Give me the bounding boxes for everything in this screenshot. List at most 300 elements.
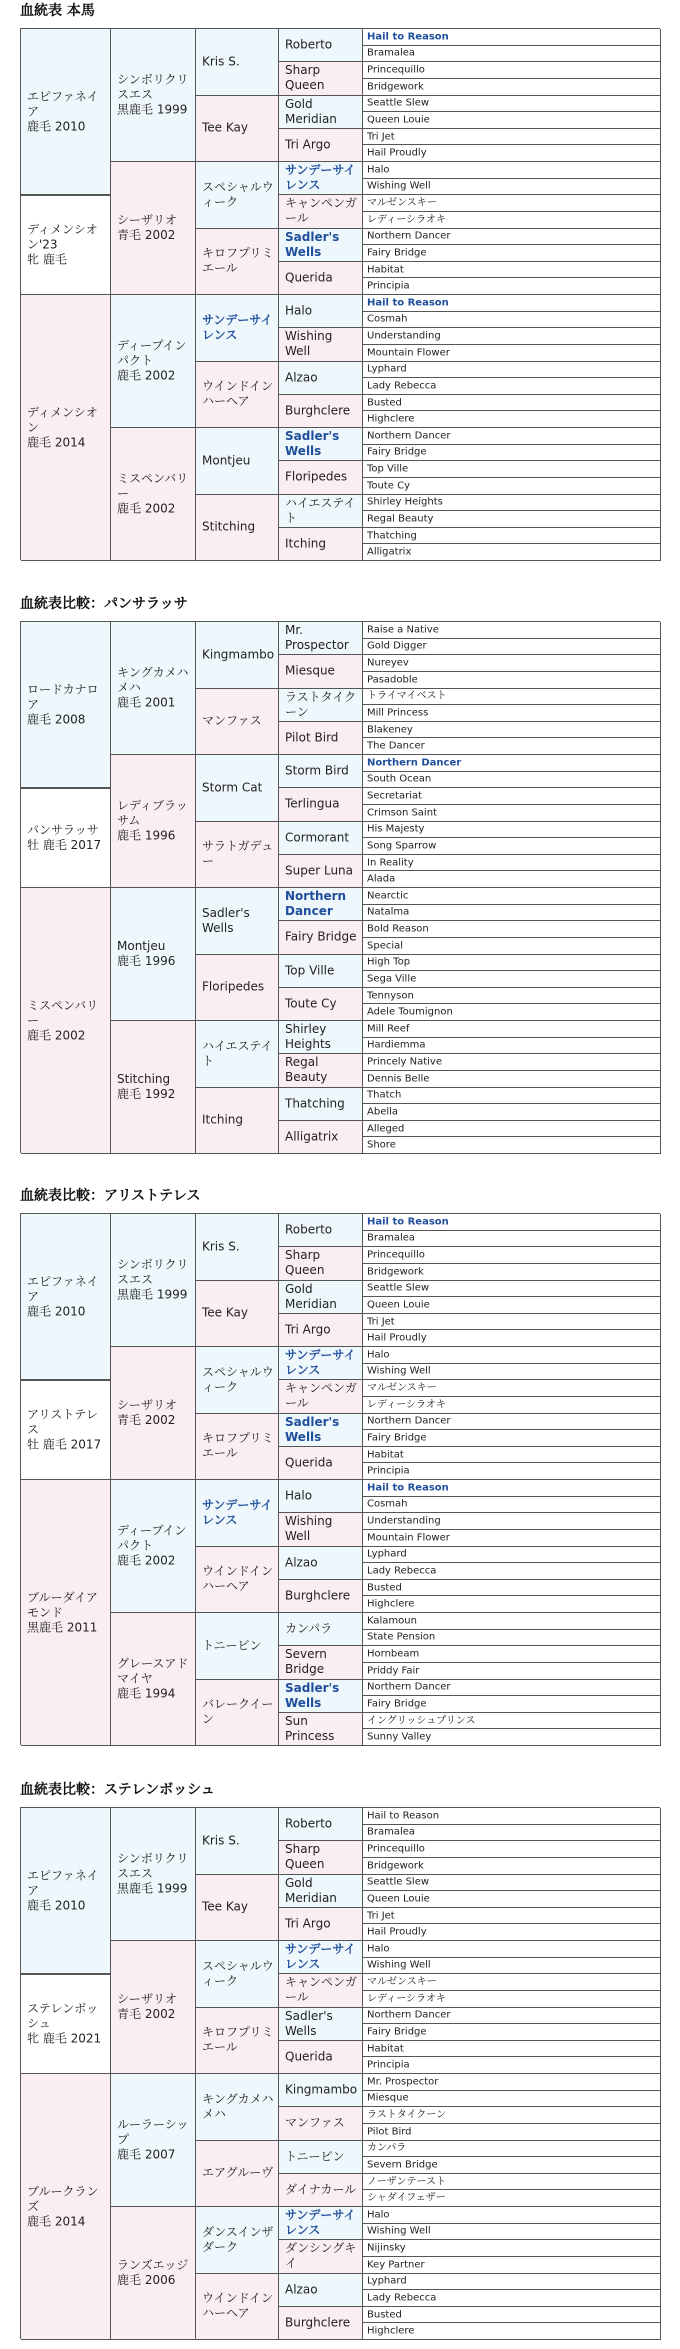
sire-cell-line-2: 鹿毛 2008: [27, 712, 86, 727]
gen5-cell-text: イングリッシュプリンス: [367, 1715, 476, 1727]
gen5-cell-text: Fairy Bridge: [367, 247, 427, 259]
gen5-cell: [363, 262, 661, 279]
gen5-cell: [363, 2174, 661, 2191]
gen4-cell: [279, 62, 363, 95]
gen2-cell-text: [117, 666, 191, 711]
gen4-cell: [279, 395, 363, 428]
gen5-cell-text: Nearctic: [367, 890, 409, 902]
horse-cell: [21, 1380, 111, 1480]
gen5-cell: [363, 1891, 661, 1908]
gen5-cell-text: Queen Louie: [367, 1893, 430, 1905]
gen4-cell: [279, 1314, 363, 1347]
gen3-cell: [196, 1088, 279, 1155]
gen5-cell: [363, 1563, 661, 1580]
gen2-cell-line-2: 鹿毛 1994: [117, 1686, 176, 1701]
gen3-cell-text: Kris S.: [202, 1833, 240, 1848]
gen2-cell-line-1: シンボリクリスエス: [117, 1257, 189, 1287]
gen5-cell-text: In Reality: [367, 857, 414, 869]
gen5-cell: [363, 1231, 661, 1248]
gen5-cell: [363, 822, 661, 839]
gen4-cell-text: Terlingua: [285, 796, 340, 811]
gen4-cell: [279, 1480, 363, 1513]
gen5-cell: [363, 705, 661, 722]
gen2-cell-line-1: シンボリクリスエス: [117, 1851, 189, 1881]
gen4-cell: [279, 1908, 363, 1941]
gen5-cell-text: Song Sparrow: [367, 840, 437, 852]
gen4-cell: [279, 2307, 363, 2340]
gen2-cell: [111, 29, 196, 162]
pedigree-section-4: [0, 1779, 680, 2349]
pedigree-table: [20, 1807, 660, 2339]
gen3-cell-text: キロフプリミエール: [202, 2025, 274, 2055]
gen4-cell: [279, 1088, 363, 1121]
gen4-cell: [279, 1841, 363, 1874]
gen5-cell: [363, 772, 661, 789]
gen4-cell-text: サンデーサイレンス: [285, 2208, 356, 2238]
gen5-cell: [363, 1825, 661, 1842]
gen4-cell: [279, 1580, 363, 1613]
gen3-cell: [196, 1480, 279, 1547]
gen5-cell-text: Mountain Flower: [367, 1532, 450, 1544]
gen5-cell: [363, 1841, 661, 1858]
gen3-cell-text: ウインドインハーヘア: [202, 2291, 274, 2321]
gen5-cell-text: ノーザンテースト: [367, 2176, 446, 2188]
gen2-cell: [111, 1214, 196, 1347]
gen3-cell-text: Kingmambo: [202, 647, 275, 662]
gen5-cell: [363, 1414, 661, 1431]
gen2-cell-line-2: 青毛 2002: [117, 228, 176, 242]
gen4-cell-text: Mr. Prospector: [285, 623, 349, 653]
gen5-cell-text: Lyphard: [367, 1548, 407, 1560]
gen5-cell-text: Principia: [367, 280, 410, 292]
gen4-cell: [279, 428, 363, 461]
gen4-cell: [279, 1214, 363, 1247]
dam-cell-line-2: 鹿毛 2014: [27, 2214, 86, 2228]
gen4-cell-text: Roberto: [285, 1816, 333, 1831]
gen4-cell: [279, 162, 363, 195]
gen5-cell-text: Gold Digger: [367, 640, 427, 652]
gen5-cell-text: Alligatrix: [367, 546, 412, 558]
gen3-cell-text: Storm Cat: [202, 780, 263, 795]
gen5-cell: [363, 544, 661, 561]
gen5-cell: [363, 395, 661, 412]
gen5-cell-text: Tri Jet: [367, 1316, 395, 1328]
horse-cell: [21, 1974, 111, 2074]
gen5-cell-text: Cosmah: [367, 313, 408, 325]
gen5-cell-text: Northern Dancer: [367, 2009, 451, 2021]
gen5-cell: [363, 1729, 661, 1746]
gen4-cell: [279, 1680, 363, 1713]
dam-cell-line-1: ミスペンバリー: [27, 998, 99, 1027]
gen3-cell-text: スペシャルウィーク: [202, 179, 274, 209]
sire-cell-text: [27, 89, 106, 134]
gen4-cell: [279, 1247, 363, 1280]
gen5-cell: [363, 362, 661, 379]
gen4-cell: [279, 461, 363, 494]
gen2-cell: [111, 1480, 196, 1613]
gen5-cell: [363, 1580, 661, 1597]
gen3-cell: [196, 622, 279, 689]
gen5-cell-text: Hail Proudly: [367, 1926, 427, 1938]
gen2-cell-line-2: 鹿毛 2007: [117, 2147, 176, 2162]
dam-cell-line-1: ブルークランズ: [27, 2184, 99, 2213]
gen5-cell-text: Hardiemma: [367, 1039, 426, 1051]
gen4-cell-text: Sharp Queen: [285, 1842, 325, 1872]
gen4-cell-text: トニービン: [285, 2149, 345, 2164]
gen4-cell: [279, 1021, 363, 1054]
gen4-cell: [279, 921, 363, 954]
gen5-cell: [363, 1004, 661, 1021]
gen5-cell-text: Principia: [367, 2059, 410, 2071]
gen3-cell-text: サラトガデュー: [202, 839, 274, 869]
gen5-cell-text: マルゼンスキー: [367, 1976, 437, 1988]
sire-cell-line-2: 鹿毛 2010: [27, 1898, 86, 1913]
gen5-cell-text: Hail Proudly: [367, 147, 427, 159]
gen5-cell: [363, 2190, 661, 2207]
gen5-cell-text: Hail to Reason: [367, 1810, 440, 1822]
gen4-cell: [279, 755, 363, 788]
gen4-cell: [279, 1808, 363, 1841]
gen5-cell-text: Bramalea: [367, 1232, 416, 1244]
gen5-cell: [363, 2057, 661, 2074]
gen5-cell: [363, 805, 661, 822]
gen2-cell-text: [117, 1072, 191, 1102]
gen3-cell: [196, 29, 279, 96]
gen5-cell: [363, 79, 661, 96]
gen5-cell: [363, 2008, 661, 2025]
dam-cell: [21, 2074, 111, 2340]
gen3-cell: [196, 888, 279, 955]
gen4-cell: [279, 1875, 363, 1908]
gen5-cell: [363, 1480, 661, 1497]
gen3-cell: [196, 1021, 279, 1088]
gen2-cell: [111, 428, 196, 561]
gen4-cell: [279, 888, 363, 921]
gen2-cell: [111, 1613, 196, 1746]
gen5-cell: [363, 1924, 661, 1941]
gen5-cell-text: Highclere: [367, 413, 415, 425]
gen5-cell: [363, 1314, 661, 1331]
gen3-cell-text: ウインドインハーヘア: [202, 1564, 274, 1594]
gen5-cell-text: Tri Jet: [367, 131, 395, 143]
gen5-cell-text: Highclere: [367, 2325, 415, 2337]
gen2-cell: [111, 1808, 196, 1941]
dam-cell-line-1: ブルーダイアモンド: [27, 1590, 98, 1619]
gen5-cell-text: Bold Reason: [367, 923, 429, 935]
gen3-cell: [196, 2074, 279, 2141]
gen5-cell: [363, 1397, 661, 1414]
gen4-cell-text: Sadler's Wells: [285, 429, 340, 459]
gen2-cell: [111, 888, 196, 1021]
gen4-cell-text: Tri Argo: [285, 137, 331, 152]
sire-cell-text: [27, 682, 106, 727]
gen5-cell: [363, 1547, 661, 1564]
sire-cell-line-1: エピファネイア: [27, 1868, 99, 1898]
gen5-cell-text: Pasadoble: [367, 674, 418, 686]
horse-cell-text: [27, 823, 106, 853]
gen5-cell-text: The Dancer: [367, 740, 425, 752]
gen5-cell-text: Priddy Fair: [367, 1665, 420, 1677]
gen4-cell-text: サンデーサイレンス: [285, 1942, 356, 1972]
gen5-cell-text: マルゼンスキー: [367, 1382, 437, 1394]
gen5-cell-text: Busted: [367, 1582, 402, 1594]
gen5-cell-text: Bridgework: [367, 1266, 424, 1278]
pedigree-table: [20, 1213, 660, 1745]
gen5-cell-text: Busted: [367, 2309, 402, 2321]
gen2-cell: [111, 2074, 196, 2207]
gen5-cell: [363, 162, 661, 179]
gen4-cell: [279, 96, 363, 129]
gen5-cell: [363, 2307, 661, 2324]
gen5-cell: [363, 1347, 661, 1364]
gen5-cell-text: Fairy Bridge: [367, 446, 427, 458]
section-title: 血統表比較：ステレンボッシュ: [20, 1782, 215, 1798]
gen2-cell: [111, 755, 196, 888]
gen4-cell-text: Alligatrix: [285, 1129, 339, 1144]
gen4-cell-text: キャンペンガール: [285, 1975, 358, 2005]
gen5-cell: [363, 1696, 661, 1713]
gen2-cell-line-1: Montjeu: [117, 939, 166, 953]
gen2-cell-line-1: グレースアドマイヤ: [117, 1656, 189, 1686]
gen4-cell-text: Wishing Well: [285, 1514, 333, 1544]
gen2-cell-text: [117, 339, 191, 384]
gen2-cell-line-2: 鹿毛 2001: [117, 695, 176, 710]
gen2-cell-text: [117, 1657, 191, 1702]
gen5-cell-text: レディーシラオキ: [367, 1399, 446, 1411]
gen5-cell-text: Alleged: [367, 1123, 405, 1135]
gen4-cell-text: Querida: [285, 270, 333, 285]
section-title: 血統表 本馬: [20, 3, 95, 19]
gen4-cell: [279, 1347, 363, 1380]
gen4-cell: [279, 655, 363, 688]
gen5-cell: [363, 96, 661, 113]
gen5-cell-text: レディーシラオキ: [367, 1993, 446, 2005]
gen4-cell-text: Pilot Bird: [285, 730, 339, 745]
gen5-cell-text: Sunny Valley: [367, 1731, 432, 1743]
gen2-cell-line-2: 鹿毛 2002: [117, 1553, 176, 1568]
dam-cell-text: [27, 2184, 106, 2229]
gen3-cell-text: スペシャルウィーク: [202, 1364, 274, 1394]
gen5-cell: [363, 528, 661, 545]
gen5-cell: [363, 295, 661, 312]
gen4-cell-text: Sadler's Wells: [285, 229, 340, 259]
gen2-cell-line-1: キングカメハメハ: [117, 665, 189, 695]
gen5-cell-text: Hornbeam: [367, 1648, 420, 1660]
gen2-cell-line-1: Stitching: [117, 1072, 171, 1086]
gen4-cell: [279, 262, 363, 295]
gen2-cell-text: [117, 472, 191, 517]
gen5-cell-text: Mill Reef: [367, 1023, 410, 1035]
gen2-cell-line-1: シーザリオ: [117, 1992, 177, 2006]
gen5-cell-text: Pilot Bird: [367, 2126, 412, 2138]
gen4-cell-text: Sadler's Wells: [285, 1680, 340, 1710]
gen4-cell: [279, 2141, 363, 2174]
gen4-cell: [279, 689, 363, 722]
gen4-cell-text: ダンシングキイ: [285, 2241, 357, 2271]
gen5-cell: [363, 195, 661, 212]
gen5-cell: [363, 1646, 661, 1663]
sire-cell: [21, 622, 111, 788]
gen5-cell: [363, 1630, 661, 1647]
gen3-cell: [196, 1680, 279, 1747]
horse-cell-line-1: パンサラッサ: [27, 823, 99, 838]
gen5-cell-text: Habitat: [367, 1449, 404, 1461]
gen3-cell-text: Sadler's Wells: [202, 905, 250, 935]
gen2-cell-text: [117, 213, 191, 243]
gen3-cell-text: スペシャルウィーク: [202, 1958, 274, 1988]
gen2-cell-text: [117, 1992, 191, 2022]
pedigree-section-2: [0, 593, 680, 1163]
gen4-cell-text: Kingmambo: [285, 2082, 358, 2097]
gen4-cell: [279, 2174, 363, 2207]
dam-cell-line-2: 黒鹿毛 2011: [27, 1620, 98, 1634]
gen4-cell-text: Regal Beauty: [285, 1055, 328, 1085]
gen5-cell-text: Northern Dancer: [367, 230, 451, 242]
gen2-cell-line-2: 鹿毛 2002: [117, 501, 176, 516]
sire-cell: [21, 1214, 111, 1380]
gen5-cell: [363, 1463, 661, 1480]
gen5-cell-text: Busted: [367, 397, 402, 409]
gen5-cell: [363, 2157, 661, 2174]
gen2-cell-line-2: 鹿毛 2002: [117, 368, 176, 383]
gen5-cell-text: Wishing Well: [367, 1365, 431, 1377]
gen5-cell: [363, 46, 661, 63]
gen4-cell-text: サンデーサイレンス: [285, 1348, 356, 1378]
gen5-cell: [363, 1137, 661, 1154]
gen5-cell-text: Dennis Belle: [367, 1073, 430, 1085]
gen3-cell: [196, 1808, 279, 1875]
gen4-cell-text: Gold Meridian: [285, 1281, 337, 1311]
gen2-cell-line-2: 鹿毛 2006: [117, 2273, 176, 2287]
gen5-cell: [363, 2091, 661, 2108]
gen3-cell: [196, 2207, 279, 2274]
gen5-cell-text: カンパラ: [367, 2142, 407, 2154]
gen5-cell-text: Sega Ville: [367, 973, 417, 985]
gen5-cell: [363, 1680, 661, 1697]
gen5-cell-text: His Majesty: [367, 823, 425, 835]
dam-cell: [21, 888, 111, 1154]
gen4-cell: [279, 1941, 363, 1974]
gen4-cell-text: ラストタイクーン: [285, 689, 357, 719]
gen5-cell: [363, 1264, 661, 1281]
gen4-cell: [279, 2008, 363, 2041]
gen4-cell-text: Fairy Bridge: [285, 929, 357, 944]
gen3-cell: [196, 1414, 279, 1481]
gen5-cell: [363, 1281, 661, 1298]
horse-cell-line-1: アリストテレス: [27, 1407, 99, 1437]
gen5-cell: [363, 871, 661, 888]
horse-cell-line-2: 牡 鹿毛 2017: [27, 838, 102, 853]
gen3-cell-text: マンファス: [202, 713, 262, 728]
gen5-cell-text: Lady Rebecca: [367, 1565, 437, 1577]
gen3-cell-text: サンデーサイレンス: [202, 1497, 273, 1527]
gen3-cell: [196, 1281, 279, 1348]
gen3-cell: [196, 96, 279, 163]
gen4-cell: [279, 788, 363, 821]
gen3-cell-text: キロフプリミエール: [202, 1431, 274, 1461]
gen5-cell-text: Shirley Heights: [367, 496, 443, 508]
gen4-cell: [279, 129, 363, 162]
gen5-cell-text: Mr. Prospector: [367, 2076, 439, 2088]
gen5-cell: [363, 495, 661, 512]
gen4-cell-text: Querida: [285, 2049, 333, 2064]
gen5-cell: [363, 639, 661, 656]
gen5-cell: [363, 2107, 661, 2124]
gen5-cell: [363, 788, 661, 805]
gen5-cell-text: Queen Louie: [367, 1299, 430, 1311]
gen5-cell: [363, 2024, 661, 2041]
gen3-cell-text: トニービン: [202, 1638, 262, 1653]
gen4-cell-text: Halo: [285, 303, 313, 318]
gen3-cell-text: ウインドインハーヘア: [202, 379, 274, 409]
gen5-cell: [363, 738, 661, 755]
gen4-cell: [279, 295, 363, 328]
gen4-cell-text: Thatching: [285, 1096, 345, 1111]
gen3-cell: [196, 1875, 279, 1942]
gen3-cell: [196, 2141, 279, 2208]
gen5-cell: [363, 1663, 661, 1680]
dam-cell-line-1: ディメンシオン: [27, 405, 98, 434]
gen4-cell: [279, 1613, 363, 1646]
gen2-cell: [111, 2207, 196, 2340]
gen5-cell-text: Seattle Slew: [367, 1282, 430, 1294]
gen5-cell-text: Regal Beauty: [367, 513, 434, 525]
gen5-cell-text: Halo: [367, 164, 390, 176]
gen4-cell-text: Roberto: [285, 37, 333, 52]
gen5-cell-text: Blakeney: [367, 724, 413, 736]
gen5-cell-text: Queen Louie: [367, 114, 430, 126]
gen4-cell: [279, 622, 363, 655]
gen5-cell: [363, 1330, 661, 1347]
gen5-cell: [363, 1974, 661, 1991]
gen5-cell: [363, 2224, 661, 2241]
gen4-cell-text: Sadler's Wells: [285, 1414, 340, 1444]
gen5-cell: [363, 511, 661, 528]
gen5-cell: [363, 1021, 661, 1038]
gen2-cell-line-2: 青毛 2002: [117, 2007, 176, 2021]
gen4-cell-text: Floripedes: [285, 469, 348, 484]
gen5-cell: [363, 1613, 661, 1630]
gen5-cell-text: Fairy Bridge: [367, 1698, 427, 1710]
gen5-cell: [363, 2207, 661, 2224]
gen4-cell-text: Northern Dancer: [285, 889, 347, 919]
gen5-cell-text: Abella: [367, 1106, 399, 1118]
gen4-cell-text: Sun Princess: [285, 1713, 335, 1743]
gen4-cell-text: Roberto: [285, 1222, 333, 1237]
pedigree-table: [20, 28, 660, 560]
gen3-cell-text: キングカメハメハ: [202, 2091, 274, 2121]
gen5-cell: [363, 838, 661, 855]
gen3-cell-text: バレークイーン: [202, 1697, 274, 1727]
gen5-cell-text: Halo: [367, 2209, 390, 2221]
gen5-cell: [363, 245, 661, 262]
gen2-cell: [111, 1347, 196, 1480]
gen2-cell-line-2: 青毛 2002: [117, 1413, 176, 1427]
gen3-cell: [196, 689, 279, 756]
gen5-cell-text: Toute Cy: [367, 480, 411, 492]
horse-cell-line-2: 牝 鹿毛 2021: [27, 2031, 102, 2046]
gen3-cell-text: ハイエステイト: [202, 1038, 273, 1068]
dam-cell: [21, 1480, 111, 1746]
sire-cell-text: [27, 1868, 106, 1913]
gen5-cell: [363, 2124, 661, 2141]
gen2-cell-line-1: ディープインパクト: [117, 1523, 187, 1553]
gen5-cell: [363, 1038, 661, 1055]
horse-cell-line-2: 牝 鹿毛: [27, 252, 67, 267]
gen2-cell-line-2: 黒鹿毛 1999: [117, 1287, 188, 1302]
gen5-cell-text: レディーシラオキ: [367, 214, 446, 226]
gen3-cell-text: Montjeu: [202, 453, 251, 468]
